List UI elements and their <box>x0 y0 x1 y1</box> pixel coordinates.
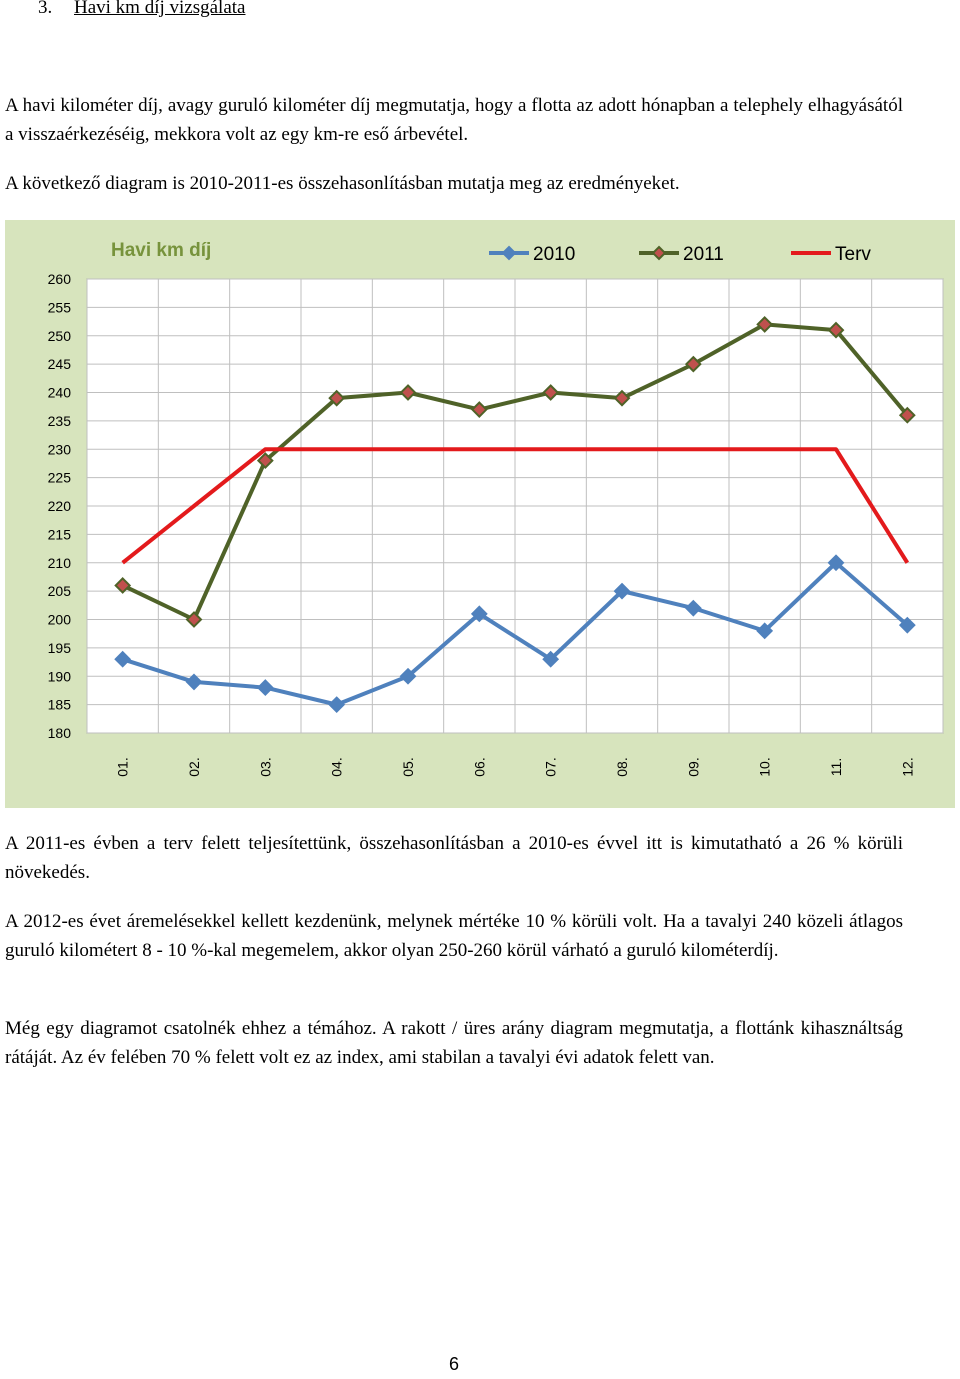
y-tick-label: 185 <box>47 696 71 713</box>
y-tick-label: 205 <box>47 583 71 600</box>
y-axis-ticks <box>48 271 72 741</box>
legend-label-terv: Terv <box>835 244 871 265</box>
paragraph-intro: A havi kilométer díj, avagy guruló kilométer díj megmutatja, hogy a flotta az adott hónapban a telephely elhagyásától a visszaérkezéséig, mekkora volt az egy km-re eső árbevétel. <box>5 95 903 145</box>
legend-label-2010: 2010 <box>533 244 576 265</box>
paragraph-next-chart: Még egy diagramot csatolnék ehhez a témához. A rakott / üres arány diagram megmutatja, a flottánk kihasználtság rátáját. Az év felében 70 % felett volt ez az index, ami stabilan a tavalyi évi adatok felett van. <box>5 1018 903 1068</box>
page-number: 6 <box>448 1354 459 1374</box>
y-tick-label: 190 <box>47 668 71 685</box>
y-tick-label: 200 <box>47 611 71 628</box>
chart-svg <box>5 220 955 808</box>
y-tick-label: 250 <box>47 327 71 344</box>
y-tick-label: 245 <box>47 356 71 373</box>
x-tick-label: 10. <box>756 757 773 777</box>
y-tick-label: 195 <box>47 639 71 656</box>
y-tick-label: 260 <box>47 271 71 287</box>
x-tick-label: 06. <box>471 757 488 777</box>
paragraph-chart-intro: A következő diagram is 2010-2011-es összehasonlításban mutatja meg az eredményeket. <box>5 173 680 194</box>
section-title: Havi km díj vizsgálata <box>74 0 246 18</box>
x-tick-label: 04. <box>328 757 345 777</box>
y-tick-label: 210 <box>47 554 71 571</box>
x-tick-label: 01. <box>114 757 131 777</box>
section-heading <box>38 0 245 20</box>
y-tick-label: 235 <box>47 412 71 429</box>
y-tick-label: 220 <box>47 498 71 514</box>
y-tick-label: 180 <box>47 725 71 741</box>
legend-label-2011: 2011 <box>683 244 724 265</box>
chart-title: Havi km díj <box>111 240 212 261</box>
y-tick-label: 225 <box>47 469 71 486</box>
y-tick-label: 255 <box>47 299 71 316</box>
x-tick-label: 08. <box>614 757 630 777</box>
section-number: 3. <box>38 0 53 18</box>
x-tick-label: 07. <box>542 757 559 777</box>
x-tick-label: 02. <box>186 757 202 777</box>
x-tick-label: 11. <box>828 757 844 777</box>
x-tick-label: 03. <box>257 757 274 777</box>
y-tick-label: 240 <box>47 384 71 401</box>
y-tick-label: 215 <box>47 526 71 543</box>
x-tick-label: 09. <box>685 757 702 777</box>
paragraph-2011-result: A 2011-es évben a terv felett teljesítettünk, összehasonlításban a 2010-es évvel itt is kimutatható a 26 % körüli növekedés. <box>5 833 903 883</box>
chart-havi-km-dij <box>5 220 955 808</box>
y-tick-label: 230 <box>47 441 71 458</box>
paragraph-2012-outlook: A 2012-es évet áremelésekkel kellett kezdenünk, melynek mértéke 10 % körüli volt. Ha a tavalyi 240 közeli átlagos guruló kilométert 8 - 10 %-kal megemelem, akkor olyan 250-260 körül várható a guruló kilométerdíj. <box>5 911 903 961</box>
x-tick-label: 12. <box>899 757 916 777</box>
x-tick-label: 05. <box>400 757 416 777</box>
